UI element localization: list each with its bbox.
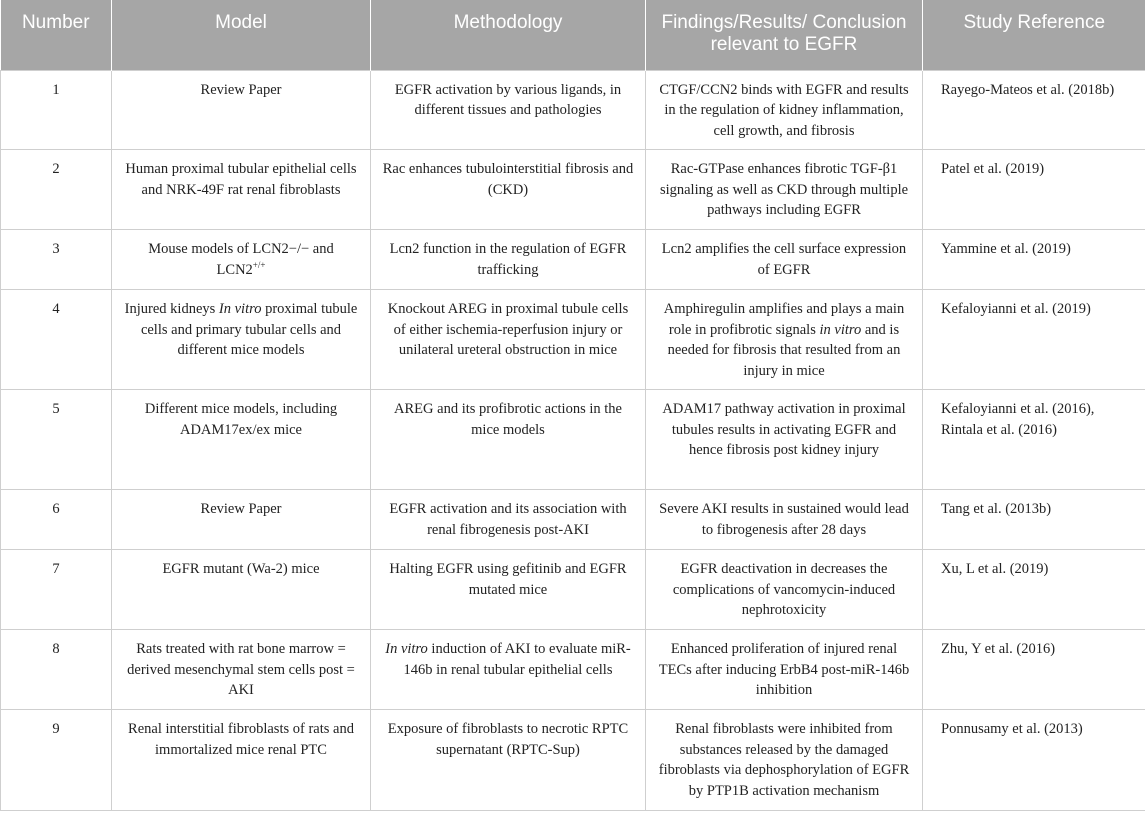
- cell-reference: Rayego-Mateos et al. (2018b): [923, 70, 1145, 150]
- cell-findings: ADAM17 pathway activation in proximal tubules results in activating EGFR and hence fibrosis post kidney injury: [646, 390, 923, 490]
- cell-findings: CTGF/CCN2 binds with EGFR and results in the regulation of kidney inflammation, cell growth, and fibrosis: [646, 70, 923, 150]
- cell-model: Review Paper: [112, 490, 371, 550]
- cell-number: 4: [1, 290, 112, 390]
- model-superscript: +/+: [252, 259, 266, 270]
- cell-model: Review Paper: [112, 70, 371, 150]
- cell-findings: Rac-GTPase enhances fibrotic TGF-β1 signaling as well as CKD through multiple pathways including EGFR: [646, 150, 923, 230]
- cell-findings: Renal fibroblasts were inhibited from substances released by the damaged fibroblasts via dephosphorylation of EGFR by PTP1B activation mechanism: [646, 710, 923, 811]
- cell-model: EGFR mutant (Wa-2) mice: [112, 550, 371, 630]
- cell-methodology: AREG and its profibrotic actions in the mice models: [371, 390, 646, 490]
- cell-model: Rats treated with rat bone marrow = derived mesenchymal stem cells post = AKI: [112, 630, 371, 710]
- model-italic: In vitro: [218, 301, 262, 317]
- cell-model: [112, 290, 371, 390]
- cell-number: 5: [1, 390, 112, 490]
- cell-findings: EGFR deactivation in decreases the complications of vancomycin-induced nephrotoxicity: [646, 550, 923, 630]
- cell-reference: Ponnusamy et al. (2013): [923, 710, 1145, 811]
- cell-number: 1: [1, 70, 112, 150]
- header-number: Number: [1, 0, 112, 70]
- cell-findings: Enhanced proliferation of injured renal TECs after inducing ErbB4 post-miR-146b inhibition: [646, 630, 923, 710]
- cell-methodology: Lcn2 function in the regulation of EGFR trafficking: [371, 230, 646, 290]
- model-text: Injured kidneys: [124, 301, 216, 317]
- cell-model: Human proximal tubular epithelial cells and NRK-49F rat renal fibroblasts: [112, 150, 371, 230]
- reference-line: Kefaloyianni et al. (2016),: [941, 401, 1095, 417]
- table-row: [1, 390, 1145, 490]
- findings-italic: in vitro: [819, 321, 862, 338]
- cell-number: 3: [1, 230, 112, 290]
- table-row: [1, 150, 1145, 230]
- header-findings: Findings/Results/ Conclusion relevant to EGFR: [646, 0, 923, 70]
- cell-findings: Lcn2 amplifies the cell surface expression of EGFR: [646, 230, 923, 290]
- cell-reference: Yammine et al. (2019): [923, 230, 1145, 290]
- model-text: Mouse models of LCN2−/− and LCN2: [148, 241, 334, 278]
- table-row: [1, 290, 1145, 390]
- cell-number: 7: [1, 550, 112, 630]
- reference-line: Rintala et al. (2016): [941, 421, 1057, 438]
- cell-findings: Severe AKI results in sustained would lead to fibrogenesis after 28 days: [646, 490, 923, 550]
- header-row: [1, 0, 1145, 70]
- cell-model: Different mice models, including ADAM17ex/ex mice: [112, 390, 371, 490]
- table-row: [1, 630, 1145, 710]
- methodology-italic: In vitro: [385, 641, 428, 657]
- cell-model: Renal interstitial fibroblasts of rats and immortalized mice renal PTC: [112, 710, 371, 811]
- table-row: [1, 710, 1145, 811]
- model-text-cont: proximal tubule cells and primary tubular cells and different mice models: [140, 301, 358, 358]
- cell-number: 8: [1, 630, 112, 710]
- table-row: [1, 230, 1145, 290]
- cell-methodology: Knockout AREG in proximal tubule cells of either ischemia-reperfusion injury or unilateral ureteral obstruction in mice: [371, 290, 646, 390]
- cell-reference: Zhu, Y et al. (2016): [923, 630, 1145, 710]
- methodology-text: induction of AKI to evaluate miR-146b in renal tubular epithelial cells: [403, 641, 631, 678]
- cell-methodology: EGFR activation by various ligands, in different tissues and pathologies: [371, 70, 646, 150]
- header-methodology: Methodology: [371, 0, 646, 70]
- table-row: [1, 490, 1145, 550]
- header-reference: Study Reference: [923, 0, 1145, 70]
- findings-text-cont: and is needed for fibrosis that resulted from an injury in mice: [667, 321, 901, 379]
- findings-text: Amphiregulin amplifies and plays a main role in profibrotic signals: [663, 301, 905, 338]
- cell-methodology: Rac enhances tubulointerstitial fibrosis and (CKD): [371, 150, 646, 230]
- cell-methodology: Halting EGFR using gefitinib and EGFR mutated mice: [371, 550, 646, 630]
- cell-reference: Patel et al. (2019): [923, 150, 1145, 230]
- table-row: [1, 550, 1145, 630]
- cell-methodology: Exposure of fibroblasts to necrotic RPTC supernatant (RPTC-Sup): [371, 710, 646, 811]
- cell-number: 2: [1, 150, 112, 230]
- cell-reference: Kefaloyianni et al. (2019): [923, 290, 1145, 390]
- cell-number: 9: [1, 710, 112, 811]
- header-model: Model: [112, 0, 371, 70]
- cell-methodology: EGFR activation and its association with renal fibrogenesis post-AKI: [371, 490, 646, 550]
- cell-findings: [646, 290, 923, 390]
- cell-methodology: [371, 630, 646, 710]
- cell-reference: Tang et al. (2013b): [923, 490, 1145, 550]
- cell-reference: Xu, L et al. (2019): [923, 550, 1145, 630]
- cell-number: 6: [1, 490, 112, 550]
- cell-model: [112, 230, 371, 290]
- table-row: [1, 70, 1145, 150]
- cell-reference: [923, 390, 1145, 490]
